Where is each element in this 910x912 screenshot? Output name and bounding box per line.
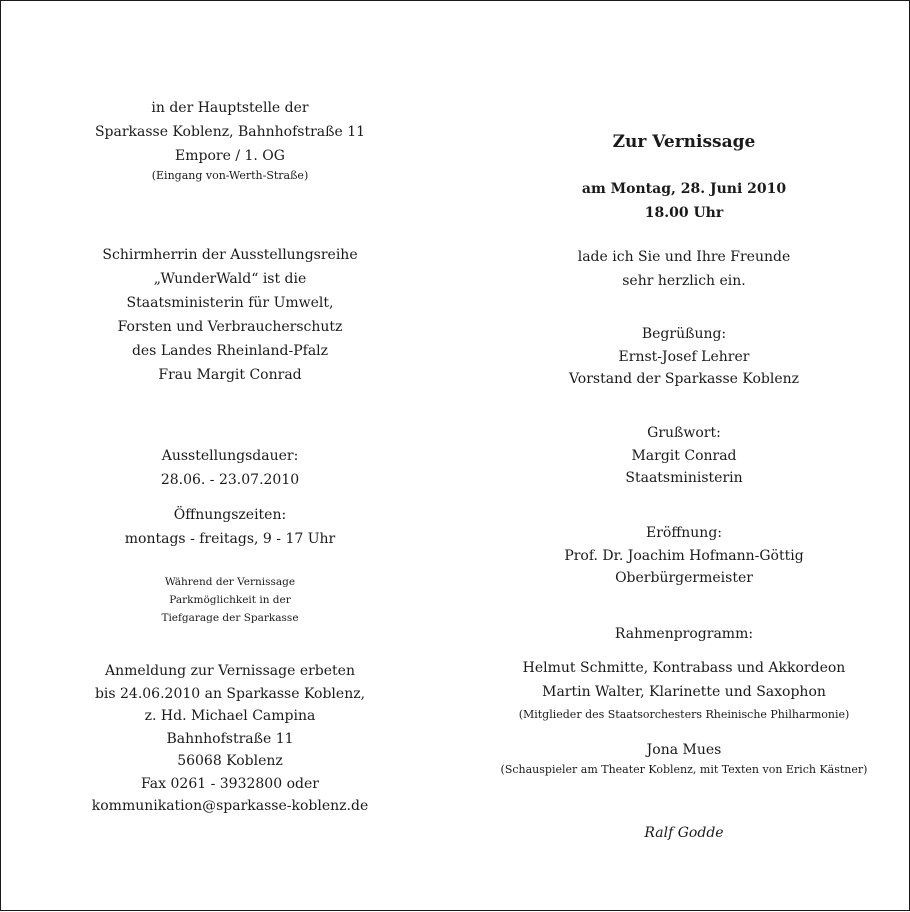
welcome-speaker: Ernst-Josef Lehrer [618, 348, 750, 365]
event-time: 18.00 Uhr [644, 205, 724, 221]
event-date-block [471, 177, 897, 225]
opening-speaker: Prof. Dr. Joachim Hofmann-Göttig [564, 547, 804, 564]
registration-line: Bahnhofstraße 11 [166, 730, 294, 747]
duration-block [41, 444, 419, 492]
duration-label: Ausstellungsdauer: [161, 448, 299, 464]
patron-line: des Landes Rheinland-Pfalz [131, 343, 329, 359]
opening-label: Eröffnung: [645, 525, 722, 541]
greeting-speaker: Margit Conrad [631, 447, 737, 464]
actor-name: Jona Mues [646, 742, 722, 758]
registration-block [41, 660, 419, 818]
event-date: am Montag, 28. Juni 2010 [581, 181, 787, 197]
registration-line: bis 24.06.2010 an Sparkasse Koblenz, [94, 685, 366, 702]
patron-line: Forsten und Verbraucherschutz [117, 319, 343, 335]
musician-line: Helmut Schmitte, Kontrabass und Akkordeon [522, 660, 846, 676]
page-title: Zur Vernissage [612, 132, 756, 152]
welcome-role: Vorstand der Sparkasse Koblenz [568, 371, 800, 387]
opening-role: Oberbürgermeister [615, 570, 753, 586]
registration-line: Anmeldung zur Vernissage erbeten [105, 663, 355, 679]
greeting-label: Grußwort: [647, 425, 721, 441]
musician-line: Martin Walter, Klarinette und Saxophon [542, 684, 826, 700]
patron-line: Frau Margit Conrad [158, 367, 302, 383]
location-line: Empore / 1. OG [175, 148, 285, 164]
hours-block [41, 503, 419, 551]
registration-line: 56068 Koblenz [177, 753, 283, 769]
registration-line: Fax 0261 - 3932800 oder [141, 775, 319, 792]
musicians-note: (Mitglieder des Staatsorchesters Rheinische Philharmonie) [518, 708, 850, 721]
greeting-block [471, 422, 897, 490]
patron-block [41, 243, 419, 387]
patron-line: Staatsministerin für Umwelt, [126, 295, 334, 311]
patron-line: „WunderWald“ ist die [153, 271, 307, 287]
invitation-line: lade ich Sie und Ihre Freunde [577, 249, 791, 265]
right-column [471, 1, 897, 912]
patron-line: Schirmherrin der Ausstellungsreihe [102, 247, 358, 263]
left-column [41, 1, 419, 912]
registration-line: z. Hd. Michael Campina [144, 708, 316, 724]
program-heading: Rahmenprogramm: [614, 626, 754, 642]
signature: Ralf Godde [644, 825, 724, 841]
parking-line: Parkmöglichkeit in der [169, 594, 291, 606]
parking-line: Tiefgarage der Sparkasse [161, 612, 299, 624]
parking-note [41, 573, 419, 627]
welcome-block [471, 323, 897, 391]
location-line: Sparkasse Koblenz, Bahnhofstraße 11 [94, 124, 366, 140]
location-block [41, 96, 419, 168]
greeting-role: Staatsministerin [625, 470, 743, 486]
registration-email: kommunikation@sparkasse-koblenz.de [91, 798, 369, 814]
welcome-label: Begrüßung: [641, 326, 727, 342]
duration-value: 28.06. - 23.07.2010 [160, 472, 300, 488]
hours-label: Öffnungszeiten: [173, 507, 287, 523]
invitation-block [471, 245, 897, 293]
parking-line: Während der Vernissage [164, 576, 296, 588]
opening-block [471, 522, 897, 590]
location-line: in der Hauptstelle der [151, 100, 309, 116]
hours-value: montags - freitags, 9 - 17 Uhr [124, 531, 336, 547]
actor-note: (Schauspieler am Theater Koblenz, mit Texten von Erich Kästner) [500, 763, 868, 776]
musicians-block [471, 656, 897, 704]
invitation-line: sehr herzlich ein. [622, 273, 746, 289]
location-note: (Eingang von-Werth-Straße) [151, 169, 309, 182]
